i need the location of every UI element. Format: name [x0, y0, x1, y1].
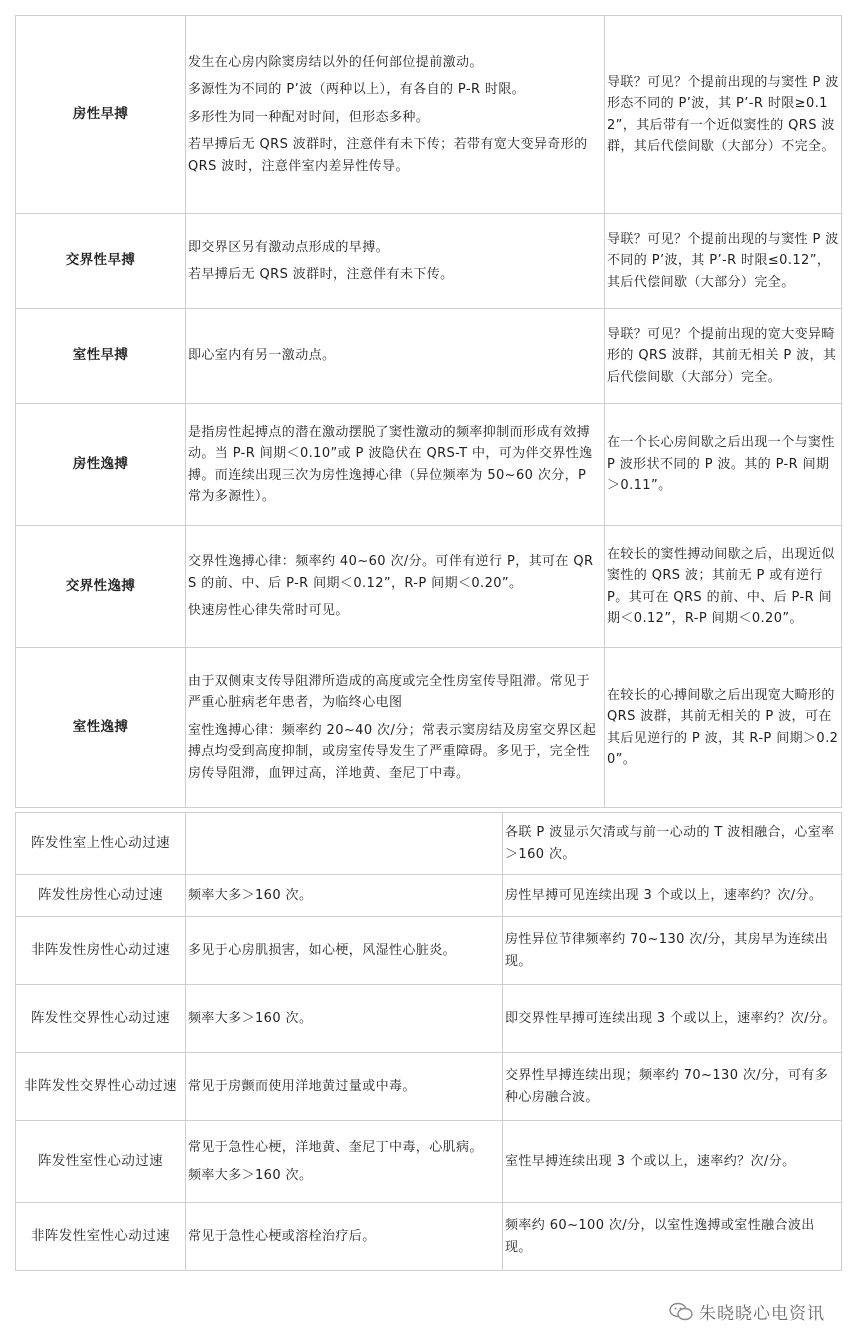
arrhythmia-name: 非阵发性交界性心动过速 [16, 1053, 186, 1121]
wechat-icon [669, 1302, 693, 1322]
arrhythmia-name: 室性逸搏 [16, 648, 186, 808]
table-row [16, 404, 842, 526]
table-row [16, 1053, 842, 1121]
arrhythmia-name: 非阵发性房性心动过速 [16, 917, 186, 985]
arrhythmia-name: 阵发性交界性心动过速 [16, 985, 186, 1053]
table-row [16, 985, 842, 1053]
ecg-criteria-cell: 在一个长心房间歇之后出现一个与窦性 P 波形状不同的 P 波。其的 P-R 间期＞0.11”。 [605, 404, 842, 526]
arrhythmia-name: 阵发性室上性心动过速 [16, 813, 186, 875]
description-cell [186, 985, 503, 1053]
watermark-text: 朱晓晓心电资讯 [699, 1304, 825, 1324]
description-cell [186, 813, 503, 875]
ecg-criteria-cell: 导联？可见？个提前出现的宽大变异畸形的 QRS 波群，其前无相关 P 波，其后代偿间歇（大部分）完全。 [605, 309, 842, 404]
description-cell [186, 1121, 503, 1203]
description-line: 快速房性心律失常时可见。 [188, 603, 349, 619]
ecg-criteria-cell: 房性异位节律频率约 70~130 次/分，其房早为连续出现。 [503, 917, 842, 985]
ecg-criteria-cell: 交界性早搏连续出现；频率约 70~130 次/分，可有多种心房融合波。 [503, 1053, 842, 1121]
table-row [16, 648, 842, 808]
description-cell [186, 1053, 503, 1121]
ecg-criteria-cell: 即交界性早搏可连续出现 3 个或以上，速率约？次/分。 [503, 985, 842, 1053]
tachycardia-table [15, 812, 842, 1271]
description-line: 即心室内有另一激动点。 [188, 348, 336, 364]
description-line: 即交界区另有激动点形成的早搏。 [188, 239, 390, 255]
description-line: 频率大多＞160 次。 [188, 887, 313, 903]
table-row [16, 16, 842, 214]
arrhythmia-name: 房性早搏 [16, 16, 186, 214]
ecg-criteria-cell: 导联？可见？个提前出现的与窦性 P 波不同的 P’波，其 P’-R 时限≤0.12”，其后代偿间歇（大部分）完全。 [605, 214, 842, 309]
description-cell [186, 526, 605, 648]
table-row [16, 526, 842, 648]
table-row [16, 1203, 842, 1271]
arrhythmia-name: 房性逸搏 [16, 404, 186, 526]
description-line: 频率大多＞160 次。 [188, 1167, 313, 1183]
arrhythmia-name: 交界性早搏 [16, 214, 186, 309]
description-line: 多源性为不同的 P’波（两种以上），有各自的 P-R 时限。 [188, 82, 526, 98]
description-line: 室性逸搏心律：频率约 20~40 次/分；常表示窦房结及房室交界区起搏点均受到高度抑制，或房室传导发生了严重障碍。多见于，完全性房传导阻滞，血钾过高，洋地黄、奎尼丁中毒。 [188, 722, 597, 781]
description-line: 若早搏后无 QRS 波群时，注意伴有未下传。 [188, 267, 454, 282]
ecg-criteria-cell: 室性早搏连续出现 3 个或以上，速率约？次/分。 [503, 1121, 842, 1203]
description-line: 若早搏后无 QRS 波群时，注意伴有未下传；若带有宽大变异奇形的 QRS 波时，注意伴室内差异性传导。 [188, 137, 588, 174]
ecg-criteria-cell: 频率约 60~100 次/分，以室性逸搏或室性融合波出现。 [503, 1203, 842, 1271]
description-cell [186, 404, 605, 526]
description-line: 多见于心房肌损害，如心梗，风湿性心脏炎。 [188, 942, 457, 958]
description-line: 常见于房颤而使用洋地黄过量或中毒。 [188, 1078, 416, 1094]
description-line: 频率大多＞160 次。 [188, 1010, 313, 1026]
arrhythmia-name: 室性早搏 [16, 309, 186, 404]
description-cell [186, 917, 503, 985]
arrhythmia-name: 非阵发性室性心动过速 [16, 1203, 186, 1271]
ecg-criteria-cell: 各联 P 波显示欠清或与前一心动的 T 波相融合，心室率＞160 次。 [503, 813, 842, 875]
ecg-criteria-cell: 在较长的窦性搏动间歇之后，出现近似窦性的 QRS 波；其前无 P 或有逆行 P。其可在 QRS 的前、中、后 P-R 间期＜0.12”，R-P 间期＜0.20”。 [605, 526, 842, 648]
description-line: 发生在心房内除窦房结以外的任何部位提前激动。 [188, 54, 483, 70]
description-line: 多形性为同一种配对时间，但形态多种。 [188, 109, 430, 125]
description-cell [186, 875, 503, 917]
description-line: 是指房性起搏点的潜在激动摆脱了窦性激动的频率抑制而形成有效搏动。当 P-R 间期＜0.10”或 P 波隐伏在 QRS-T 中，可为伴交界性逸搏。而连续出现三次为房性逸搏心律（异位频率为 50~60 次分，P 常为多源性）。 [188, 424, 593, 504]
arrhythmia-name: 阵发性房性心动过速 [16, 875, 186, 917]
description-cell [186, 214, 605, 309]
table-row [16, 917, 842, 985]
description-cell [186, 1203, 503, 1271]
ecg-criteria-cell: 导联？可见？个提前出现的与窦性 P 波形态不同的 P’波，其 P’-R 时限≥0.12”，其后带有一个近似窦性的 QRS 波群，其后代偿间歇（大部分）不完全。 [605, 16, 842, 214]
description-cell [186, 309, 605, 404]
description-line: 交界性逸搏心律：频率约 40~60 次/分。可伴有逆行 P，其可在 QRS 的前、中、后 P-R 间期＜0.12”，R-P 间期＜0.20”。 [188, 554, 594, 591]
ecg-criteria-cell: 房性早搏可见连续出现 3 个或以上，速率约？次/分。 [503, 875, 842, 917]
watermark [669, 1299, 825, 1324]
description-line: 常见于急性心梗或溶栓治疗后。 [188, 1228, 376, 1244]
ecg-criteria-cell: 在较长的心搏间歇之后出现宽大畸形的 QRS 波群，其前无相关的 P 波，可在其后见逆行的 P 波，其 R-P 间期＞0.20”。 [605, 648, 842, 808]
table-row [16, 1121, 842, 1203]
premature-escape-table [15, 15, 842, 808]
description-line: 由于双侧束支传导阻滞所造成的高度或完全性房室传导阻滞。常见于严重心脏病老年患者，为临终心电图 [188, 673, 591, 711]
table-row [16, 875, 842, 917]
table-row [16, 309, 842, 404]
description-line: 常见于急性心梗，洋地黄、奎尼丁中毒，心肌病。 [188, 1140, 483, 1155]
arrhythmia-name: 交界性逸搏 [16, 526, 186, 648]
arrhythmia-table [15, 15, 841, 1271]
description-cell [186, 16, 605, 214]
description-cell [186, 648, 605, 808]
table-row [16, 813, 842, 875]
arrhythmia-name: 阵发性室性心动过速 [16, 1121, 186, 1203]
table-row [16, 214, 842, 309]
